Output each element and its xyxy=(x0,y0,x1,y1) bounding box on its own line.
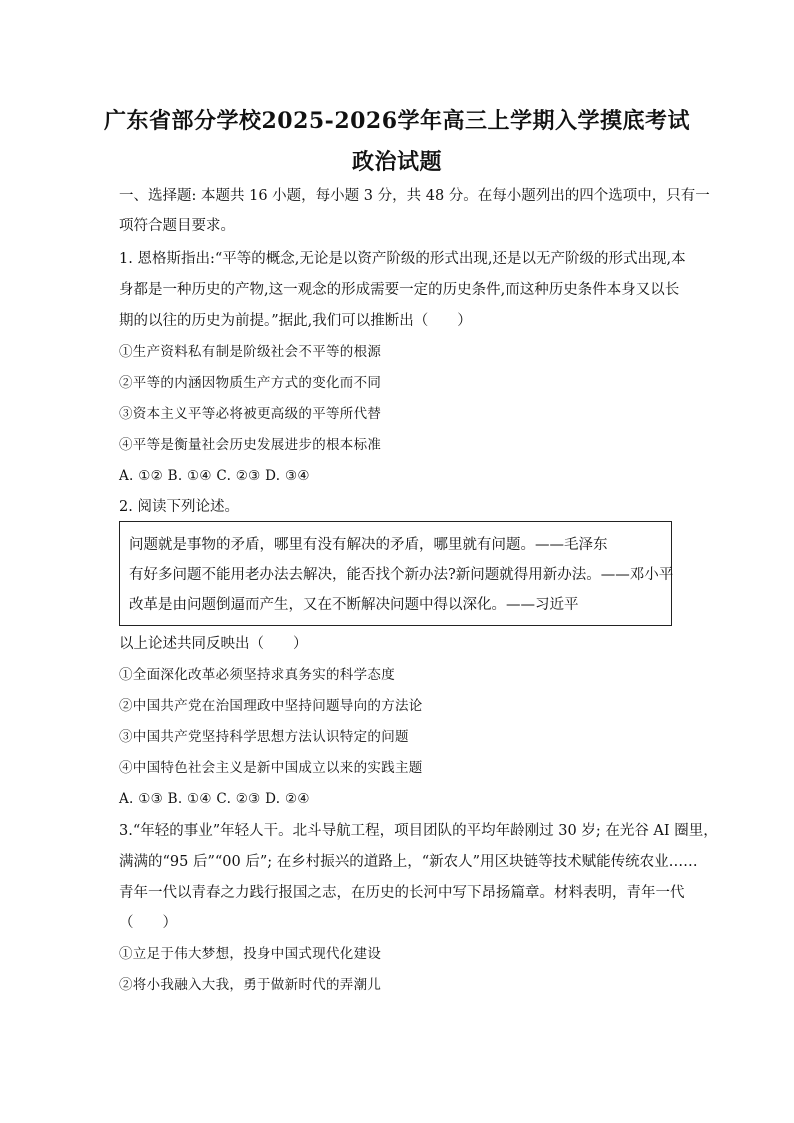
q1-answer-choices: A. ①② B. ①④ C. ②③ D. ③④ xyxy=(119,468,310,484)
q3-stem-line-3: 青年一代以青春之力践行报国之志，在历史的长河中写下昂扬篇章。材料表明，青年一代 xyxy=(119,885,685,901)
q3-option-2: ②将小我融入大我，勇于做新时代的弄潮儿 xyxy=(119,977,382,993)
q2-quote-3: 改革是由问题倒逼而产生，又在不断解决问题中得以深化。——习近平 xyxy=(129,597,579,613)
q2-option-1: ①全面深化改革必须坚持求真务实的科学态度 xyxy=(119,667,395,683)
q1-option-2: ②平等的内涵因物质生产方式的变化而不同 xyxy=(119,375,382,391)
q2-quote-2: 有好多问题不能用老办法去解决，能否找个新办法?新问题就得用新办法。——邓小平 xyxy=(129,567,674,583)
q2-option-2: ②中国共产党在治国理政中坚持问题导向的方法论 xyxy=(119,698,423,714)
q2-prompt: 以上论述共同反映出（ ） xyxy=(119,636,308,652)
q1-option-3: ③资本主义平等必将被更高级的平等所代替 xyxy=(119,406,382,422)
q1-option-4: ④平等是衡量社会历史发展进步的根本标准 xyxy=(119,437,382,453)
q2-option-3: ③中国共产党坚持科学思想方法认识特定的问题 xyxy=(119,729,409,745)
q1-stem-line-2: 身都是一种历史的产物,这一观念的形成需要一定的历史条件,而这种历史条件本身又以长 xyxy=(119,282,680,298)
q3-option-1: ①立足于伟大梦想，投身中国式现代化建设 xyxy=(119,946,382,962)
q1-option-1: ①生产资料私有制是阶级社会不平等的根源 xyxy=(119,344,382,360)
page-title: 广东省部分学校2025-2026学年高三上学期入学摸底考试 xyxy=(103,108,691,134)
section-instruction-line-1: 一、选择题: 本题共 16 小题，每小题 3 分，共 48 分。在每小题列出的四个选项中，只有一 xyxy=(119,188,710,204)
q2-option-4: ④中国特色社会主义是新中国成立以来的实践主题 xyxy=(119,760,423,776)
q3-stem-line-1: 3.“年轻的事业”年轻人干。北斗导航工程，项目团队的平均年龄刚过 30 岁; 在光谷 AI 圈里， xyxy=(119,823,718,839)
q3-stem-line-2: 满满的“95 后”“00 后”; 在乡村振兴的道路上，“新农人”用区块链等技术赋能传统农业…… xyxy=(119,854,698,870)
q3-stem-line-4: （ ） xyxy=(119,915,177,931)
q2-answer-choices: A. ①③ B. ①④ C. ②③ D. ②④ xyxy=(119,791,310,807)
section-instruction-line-2: 项符合题目要求。 xyxy=(119,218,235,234)
q1-stem-line-1: 1. 恩格斯指出:“平等的概念,无论是以资产阶级的形式出现,还是以无产阶级的形式出现,本 xyxy=(119,251,686,267)
q2-quote-box xyxy=(119,521,672,626)
q1-stem-line-3: 期的以往的历史为前提。”据此,我们可以推断出（ ） xyxy=(119,313,472,329)
page-subtitle: 政治试题 xyxy=(351,149,442,175)
q2-quote-1: 问题就是事物的矛盾，哪里有没有解决的矛盾，哪里就有问题。——毛泽东 xyxy=(129,537,608,553)
q2-stem: 2. 阅读下列论述。 xyxy=(119,499,239,515)
